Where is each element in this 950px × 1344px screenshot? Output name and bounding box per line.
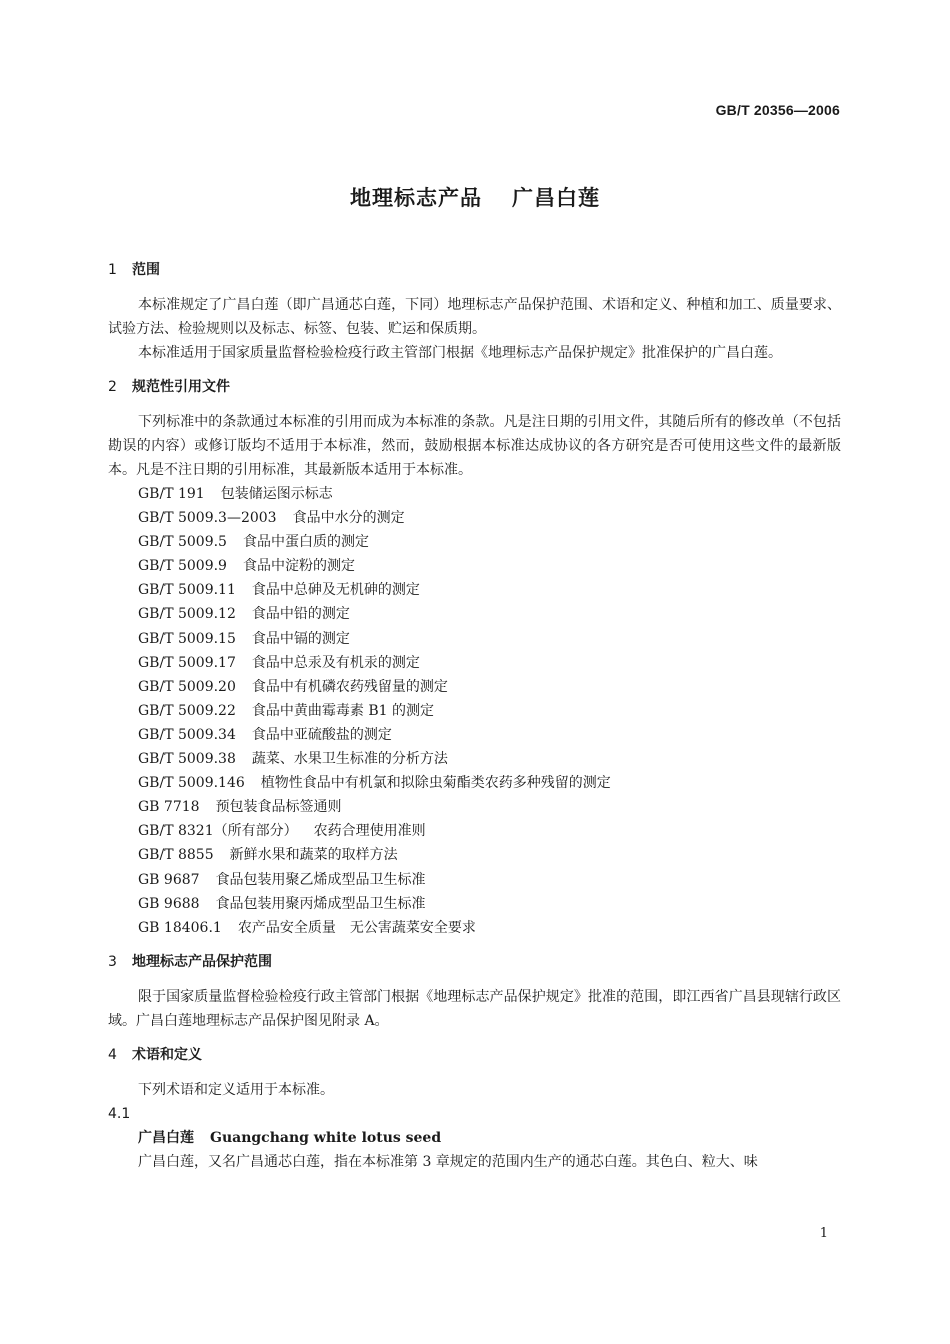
section-number: 2 xyxy=(108,379,117,395)
reference-name: 食品中淀粉的测定 xyxy=(242,558,355,575)
reference-code: GB 9688 xyxy=(138,895,200,912)
section-1-paragraph-2: 本标准适用于国家质量监督检验检疫行政主管部门根据《地理标志产品保护规定》批准保护的广昌白莲。 xyxy=(138,345,782,361)
reference-name: 食品中镉的测定 xyxy=(251,630,350,647)
reference-item xyxy=(108,482,841,506)
section-2-intro: 下列标准中的条款通过本标准的引用而成为本标准的条款。凡是注日期的引用文件，其随后所有的修改单（不包括勘误的内容）或修订版均不适用于本标准，然而，鼓励根据本标准达成协议的各方研究是否可使用这些文件的最新版本。凡是不注日期的引用标准，其最新版本适用于本标准。 xyxy=(108,414,841,478)
reference-name: 食品中亚硫酸盐的测定 xyxy=(251,726,392,743)
term-number: 4.1 xyxy=(108,1105,131,1122)
standard-code: GB/T 20356—2006 xyxy=(715,102,840,118)
term-heading xyxy=(108,1126,841,1150)
reference-item xyxy=(108,651,841,675)
reference-name: 农药合理使用准则 xyxy=(313,823,426,840)
reference-code: GB/T 5009.15 xyxy=(138,630,236,647)
section-4-heading xyxy=(108,1043,841,1067)
section-1-paragraph-1: 本标准规定了广昌白莲（即广昌通芯白莲，下同）地理标志产品保护范围、术语和定义、种植和加工、质量要求、试验方法、检验规则以及标志、标签、包装、贮运和保质期。 xyxy=(108,297,841,337)
term-name-cn: 广昌白莲 xyxy=(138,1129,194,1146)
section-3-heading xyxy=(108,950,841,974)
section-title: 地理标志产品保护范围 xyxy=(132,953,272,970)
reference-item xyxy=(108,916,841,940)
reference-name: 食品中蛋白质的测定 xyxy=(242,534,369,551)
reference-name: 农产品安全质量 无公害蔬菜安全要求 xyxy=(237,919,476,936)
title-part-2: 广昌白莲 xyxy=(512,186,600,210)
reference-name: 包装储运图示标志 xyxy=(220,486,333,502)
reference-code: GB/T 191 xyxy=(138,486,205,502)
reference-code: GB/T 5009.9 xyxy=(138,558,227,575)
section-title: 范围 xyxy=(132,262,160,278)
reference-code: GB 7718 xyxy=(138,799,200,816)
reference-item xyxy=(108,795,841,819)
page-number: 1 xyxy=(819,1226,828,1241)
reference-item xyxy=(108,627,841,651)
term-definition: 广昌白莲，又名广昌通芯白莲，指在本标准第 3 章规定的范围内生产的通芯白莲。其色白、粒大、味 xyxy=(138,1153,758,1170)
reference-item xyxy=(108,675,841,699)
section-number: 3 xyxy=(108,953,117,970)
reference-name: 新鲜水果和蔬菜的取样方法 xyxy=(229,847,398,864)
reference-code: GB/T 5009.20 xyxy=(138,678,236,695)
reference-name: 植物性食品中有机氯和拟除虫菊酯类农药多种残留的测定 xyxy=(260,775,611,792)
reference-code: GB/T 5009.11 xyxy=(138,582,236,599)
reference-code: GB/T 5009.146 xyxy=(138,775,245,792)
reference-code: GB/T 8855 xyxy=(138,847,214,864)
reference-item xyxy=(108,554,841,578)
section-3-paragraph-1: 限于国家质量监督检验检疫行政主管部门根据《地理标志产品保护规定》批准的范围，即江西省广昌县现辖行政区域。广昌白莲地理标志产品保护图见附录 A。 xyxy=(108,988,841,1029)
reference-name: 食品中总砷及无机砷的测定 xyxy=(251,582,420,599)
reference-code: GB 9687 xyxy=(138,871,200,888)
term-name-en: Guangchang white lotus seed xyxy=(210,1129,442,1146)
section-number: 4 xyxy=(108,1046,117,1063)
reference-name: 预包装食品标签通则 xyxy=(215,799,342,816)
reference-item xyxy=(108,506,841,530)
reference-name: 食品中总汞及有机汞的测定 xyxy=(251,654,420,671)
section-1-heading xyxy=(108,258,841,282)
reference-code: GB/T 5009.22 xyxy=(138,702,236,719)
reference-item xyxy=(108,699,841,723)
section-title: 术语和定义 xyxy=(132,1046,202,1063)
reference-name: 蔬菜、水果卫生标准的分析方法 xyxy=(251,751,448,768)
title-part-1: 地理标志产品 xyxy=(350,186,482,210)
reference-item xyxy=(108,578,841,602)
reference-item xyxy=(108,771,841,795)
reference-name: 食品中黄曲霉毒素 B1 的测定 xyxy=(251,702,434,719)
document-body xyxy=(108,258,841,1174)
section-number: 1 xyxy=(108,262,117,278)
section-4-intro: 下列术语和定义适用于本标准。 xyxy=(138,1081,334,1098)
reference-code: GB/T 5009.34 xyxy=(138,726,236,743)
section-title: 规范性引用文件 xyxy=(132,379,230,395)
reference-item xyxy=(108,819,841,843)
section-2-heading xyxy=(108,375,841,399)
reference-list xyxy=(108,482,841,940)
reference-code: GB/T 5009.38 xyxy=(138,751,236,768)
reference-item xyxy=(108,602,841,626)
reference-name: 食品包装用聚乙烯成型品卫生标准 xyxy=(215,871,426,888)
reference-item xyxy=(108,892,841,916)
reference-code: GB/T 8321（所有部分） xyxy=(138,823,298,840)
reference-name: 食品中水分的测定 xyxy=(292,510,405,527)
reference-name: 食品中有机磷农药残留量的测定 xyxy=(251,678,448,695)
reference-code: GB/T 5009.17 xyxy=(138,654,236,671)
reference-item xyxy=(108,843,841,867)
reference-code: GB/T 5009.3—2003 xyxy=(138,510,277,527)
reference-item xyxy=(108,530,841,554)
reference-name: 食品中铅的测定 xyxy=(251,606,350,623)
reference-item xyxy=(108,868,841,892)
reference-code: GB/T 5009.12 xyxy=(138,606,236,623)
reference-code: GB/T 5009.5 xyxy=(138,534,227,551)
reference-name: 食品包装用聚丙烯成型品卫生标准 xyxy=(215,895,426,912)
reference-item xyxy=(108,723,841,747)
reference-code: GB 18406.1 xyxy=(138,919,222,936)
reference-item xyxy=(108,747,841,771)
document-title xyxy=(0,182,950,212)
